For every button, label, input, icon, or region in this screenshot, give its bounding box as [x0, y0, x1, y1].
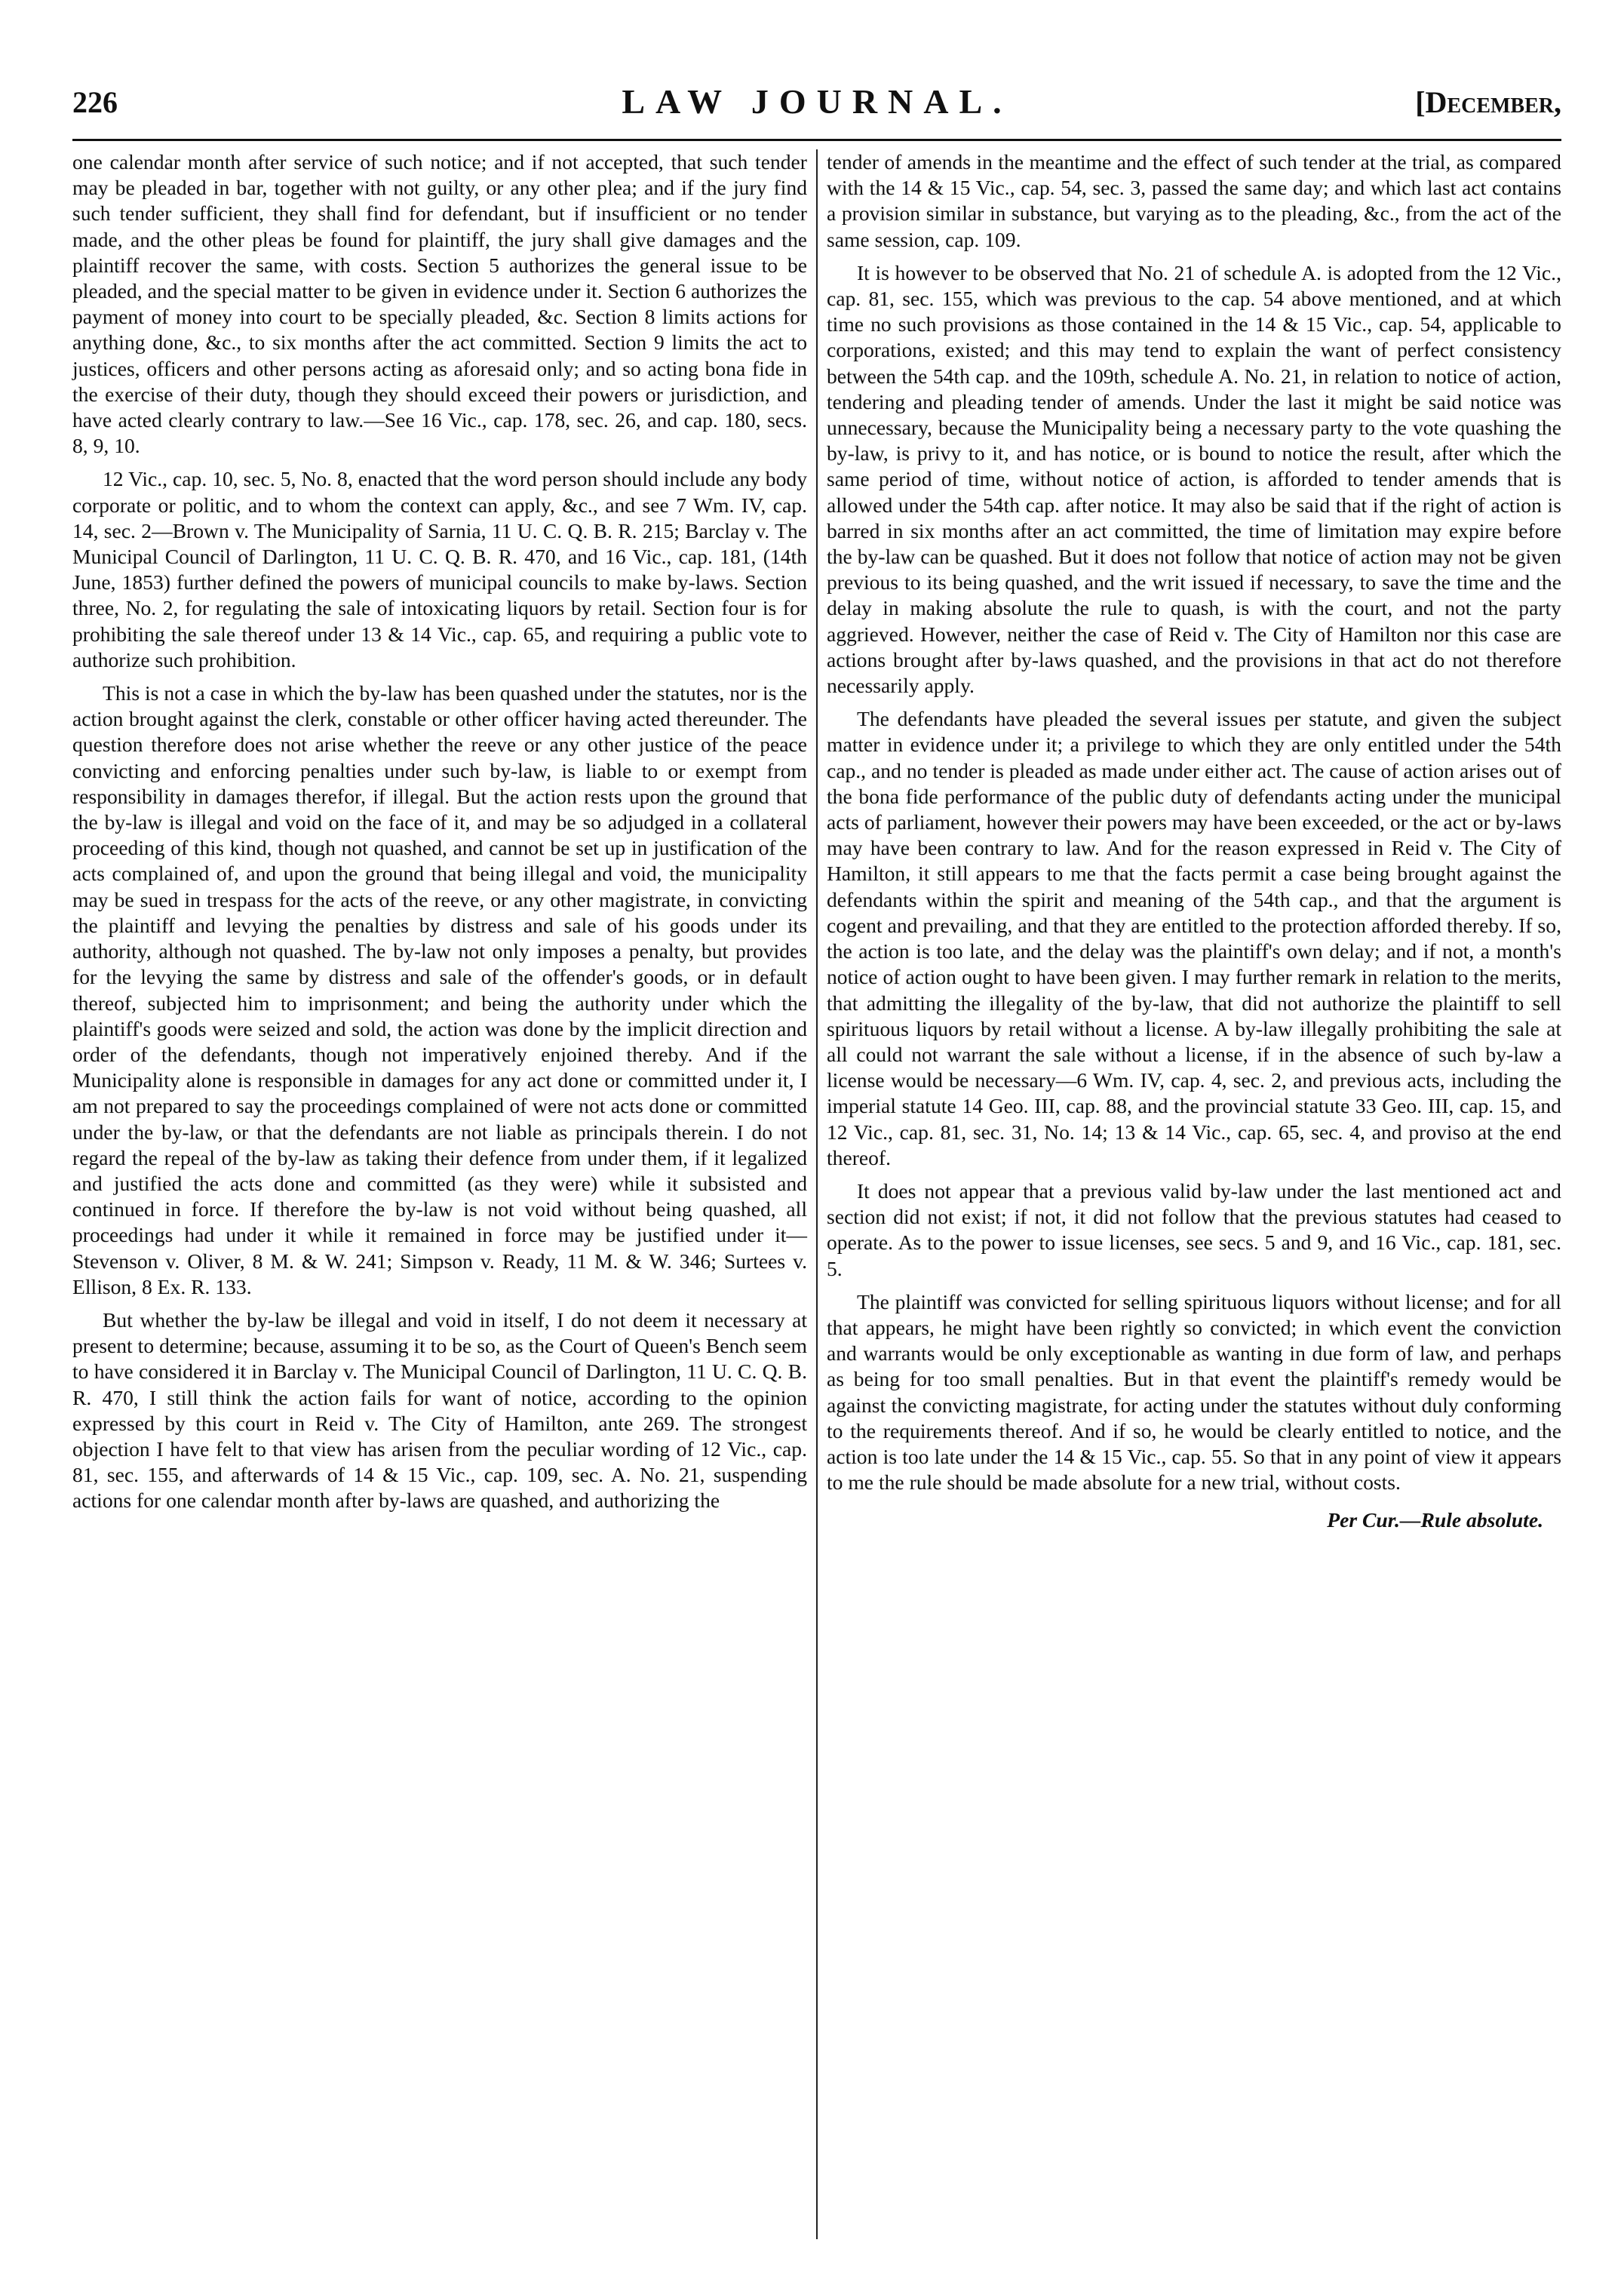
paragraph: But whether the by-law be illegal and void in itself, I do not deem it necessary at present to determine; because, assuming it to be so, as the Court of Queen's Bench seem to have considered it in Barclay v. The Municipal Council of Darlington, 11 U. C. Q. B. R. 470, I still think the action fails for want of notice, according to the opinion expressed by this court in Reid v. The City of Hamilton, ante 269. The strongest objection I have felt to that view has arisen from the peculiar wording of 12 Vic., cap. 81, sec. 155, and afterwards of 14 & 15 Vic., cap. 109, sec. A. No. 21, suspending actions for one calendar month after by-laws are quashed, and authorizing the [72, 1307, 807, 1513]
paragraph: It is however to be observed that No. 21 of schedule A. is adopted from the 12 Vic., cap. 81, sec. 155, which was previous to the cap. 54 above mentioned, and at which time no such provisions as those contained in the 14 & 15 Vic., cap. 54, applicable to corporations, existed; and this may tend to explain the want of perfect consistency between the 54th cap. and the 109th, schedule A. No. 21, in relation to notice of action, tendering and pleading tender of amends. Under the last it might be said notice was unnecessary, because the Municipality being a necessary party to the vote quashing the by-law, is privy to it, and has notice, or is bound to notice the result, after which the same period of time, without notice of action, is afforded to tender amends that is allowed under the 54th cap. after notice. It may also be said that if the right of action is barred in six months after an act committed, the time of limitation may expire before the by-law can be quashed. But it does not follow that notice of action may not be given previous to its being quashed, and the writ issued if necessary, to save the time and the delay in making absolute the rule to quash, is with the court, and not the party aggrieved. However, neither the case of Reid v. The City of Hamilton nor this case are actions brought after by-laws quashed, and the provisions in that act do not therefore necessarily apply. [826, 260, 1561, 698]
running-header [72, 81, 1561, 139]
paragraph: The defendants have pleaded the several issues per statute, and given the subject matter in evidence under it; a privilege to which they are only entitled under the 54th cap., and no tender is pleaded as made under either act. The cause of action arises out of the bona fide performance of the public duty of defendants acting under the municipal acts of parliament, however their powers may have been exceeded, or the act or by-laws may have been contrary to law. And for the reason expressed in Reid v. The City of Hamilton, it still appears to me that the facts permit a case being brought against the defendants within the spirit and meaning of the 54th cap., and that the argument is cogent and prevailing, and that they are entitled to the protection afforded thereby. If so, the action is too late, and the delay was the plaintiff's own delay; and if not, a month's notice of action ought to have been given. I may further remark in relation to the merits, that admitting the illegality of the by-law, that did not authorize the plaintiff to sell spirituous liquors by retail without a license. A by-law illegally prohibiting the sale at all could not warrant the sale without a license, if in the absence of such by-law a license would be necessary—6 Wm. IV, cap. 4, sec. 2, and previous acts, including the imperial statute 14 Geo. III, cap. 88, and the provincial statute 33 Geo. III, cap. 15, and 12 Vic., cap. 81, sec. 31, No. 14; 13 & 14 Vic., cap. 65, sec. 4, and proviso at the end thereof. [826, 707, 1561, 1169]
journal-page [72, 81, 1561, 2239]
paragraph: It does not appear that a previous valid by-law under the last mentioned act and section did not exist; if not, it did not follow that the previous statutes had ceased to operate. As to the power to issue licenses, see secs. 5 and 9, and 16 Vic., cap. 181, sec. 5. [826, 1178, 1561, 1280]
text-columns [72, 149, 1561, 2239]
paragraph: 12 Vic., cap. 10, sec. 5, No. 8, enacted that the word person should include any body corporate or politic, and to whom the context can apply, &c., and see 7 Wm. IV, cap. 14, sec. 2—Brown v. The Municipality of Sarnia, 11 U. C. Q. B. R. 215; Barclay v. The Municipal Council of Darlington, 11 U. C. Q. B. R. 470, and 16 Vic., cap. 181, (14th June, 1853) further defined the powers of municipal councils to make by-laws. Section three, No. 2, for regulating the sale of intoxicating liquors by retail. Section four is for prohibiting the sale thereof under 13 & 14 Vic., cap. 65, and requiring a public vote to authorize such prohibition. [72, 467, 807, 671]
page-number: 226 [72, 85, 118, 119]
left-column [72, 149, 816, 2239]
paragraph: tender of amends in the meantime and the effect of such tender at the trial, as compared with the 14 & 15 Vic., cap. 54, sec. 3, passed the same day; and which last act contains a provision similar in substance, but varying as to the pleading, &c., from the act of the same session, cap. 109. [826, 150, 1561, 251]
journal-title: LAW JOURNAL. [622, 82, 1012, 121]
paragraph: The plaintiff was convicted for selling spirituous liquors without license; and for all that appears, he might have been rightly so convicted; in which event the conviction and warrants would be only exceptionable as wanting in due form of law, and perhaps as being for too small penalties. But in that event the plaintiff's remedy would be against the convicting magistrate, for acting under the statutes without duly conforming to the requirements thereof. And if so, he would be clearly entitled to notice, and the action is too late under the 14 & 15 Vic., cap. 55. So that in any point of view it appears to me the rule should be made absolute for a new trial, without costs. [826, 1289, 1561, 1495]
right-column [818, 149, 1561, 2239]
paragraph: This is not a case in which the by-law has been quashed under the statutes, nor is the action brought against the clerk, constable or other officer having acted thereunder. The question therefore does not arise whether the reeve or any other justice of the peace convicting and enforcing penalties under such by-law, is liable to or exempt from responsibility in damages therefor, if illegal. But the action rests upon the ground that the by-law is illegal and void on the face of it, and may be so adjudged in a collateral proceeding of this kind, though not quashed, and cannot be set up in justification of the acts complained of, and upon the ground that being illegal and void, the municipality may be sued in trespass for the acts of the reeve, or any other magistrate, in convicting the plaintiff and levying the penalties by distress and sale of his goods under its authority, although not quashed. The by-law not only imposes a penalty, but provides for the levying the same by distress and sale of the offender's goods, or in default thereof, subjected him to imprisonment; and being the authority under which the plaintiff's goods were seized and sold, the action was done by the implicit direction and order of the defendants, though not imperatively enjoined thereby. And if the Municipality alone is responsible in damages for any act done or committed under it, I am not prepared to say the proceedings complained of were not acts done or committed under the by-law, or that the defendants are not liable as principals therein. I do not regard the repeal of the by-law as taking their defence from under them, if it legalized and justified the acts done and committed (as they were) while it subsisted and continued in force. If therefore the by-law is not void without being quashed, all proceedings had under it while it remained in force may be justified under it—Stevenson v. Oliver, 8 M. & W. 241; Simpson v. Ready, 11 M. & W. 346; Surtees v. Ellison, 8 Ex. R. 133. [72, 681, 807, 1298]
month-label: [December, [1415, 85, 1561, 119]
signature-line: Per Cur.—Rule absolute. [1327, 1508, 1543, 1532]
header-rule [72, 139, 1561, 141]
paragraph: one calendar month after service of such notice; and if not accepted, that such tender may be pleaded in bar, together with not guilty, or any other plea; and if the jury find such tender sufficient, they shall find for defendant, but if insufficient or no tender made, and the other pleas be found for plaintiff, the jury shall give damages and the plaintiff recover the same, with costs. Section 5 authorizes the general issue to be pleaded, and the special matter to be given in evidence under it. Section 6 authorizes the payment of money into court to be specially pleaded, &c. Section 8 limits actions for anything done, &c., to six months after the act committed. Section 9 limits the act to justices, officers and other persons acting as aforesaid only; and so acting bona fide in the exercise of their duty, though they should exceed their powers or jurisdiction, and have acted clearly contrary to law.—See 16 Vic., cap. 178, sec. 26, and cap. 180, secs. 8, 9, 10. [72, 150, 807, 458]
